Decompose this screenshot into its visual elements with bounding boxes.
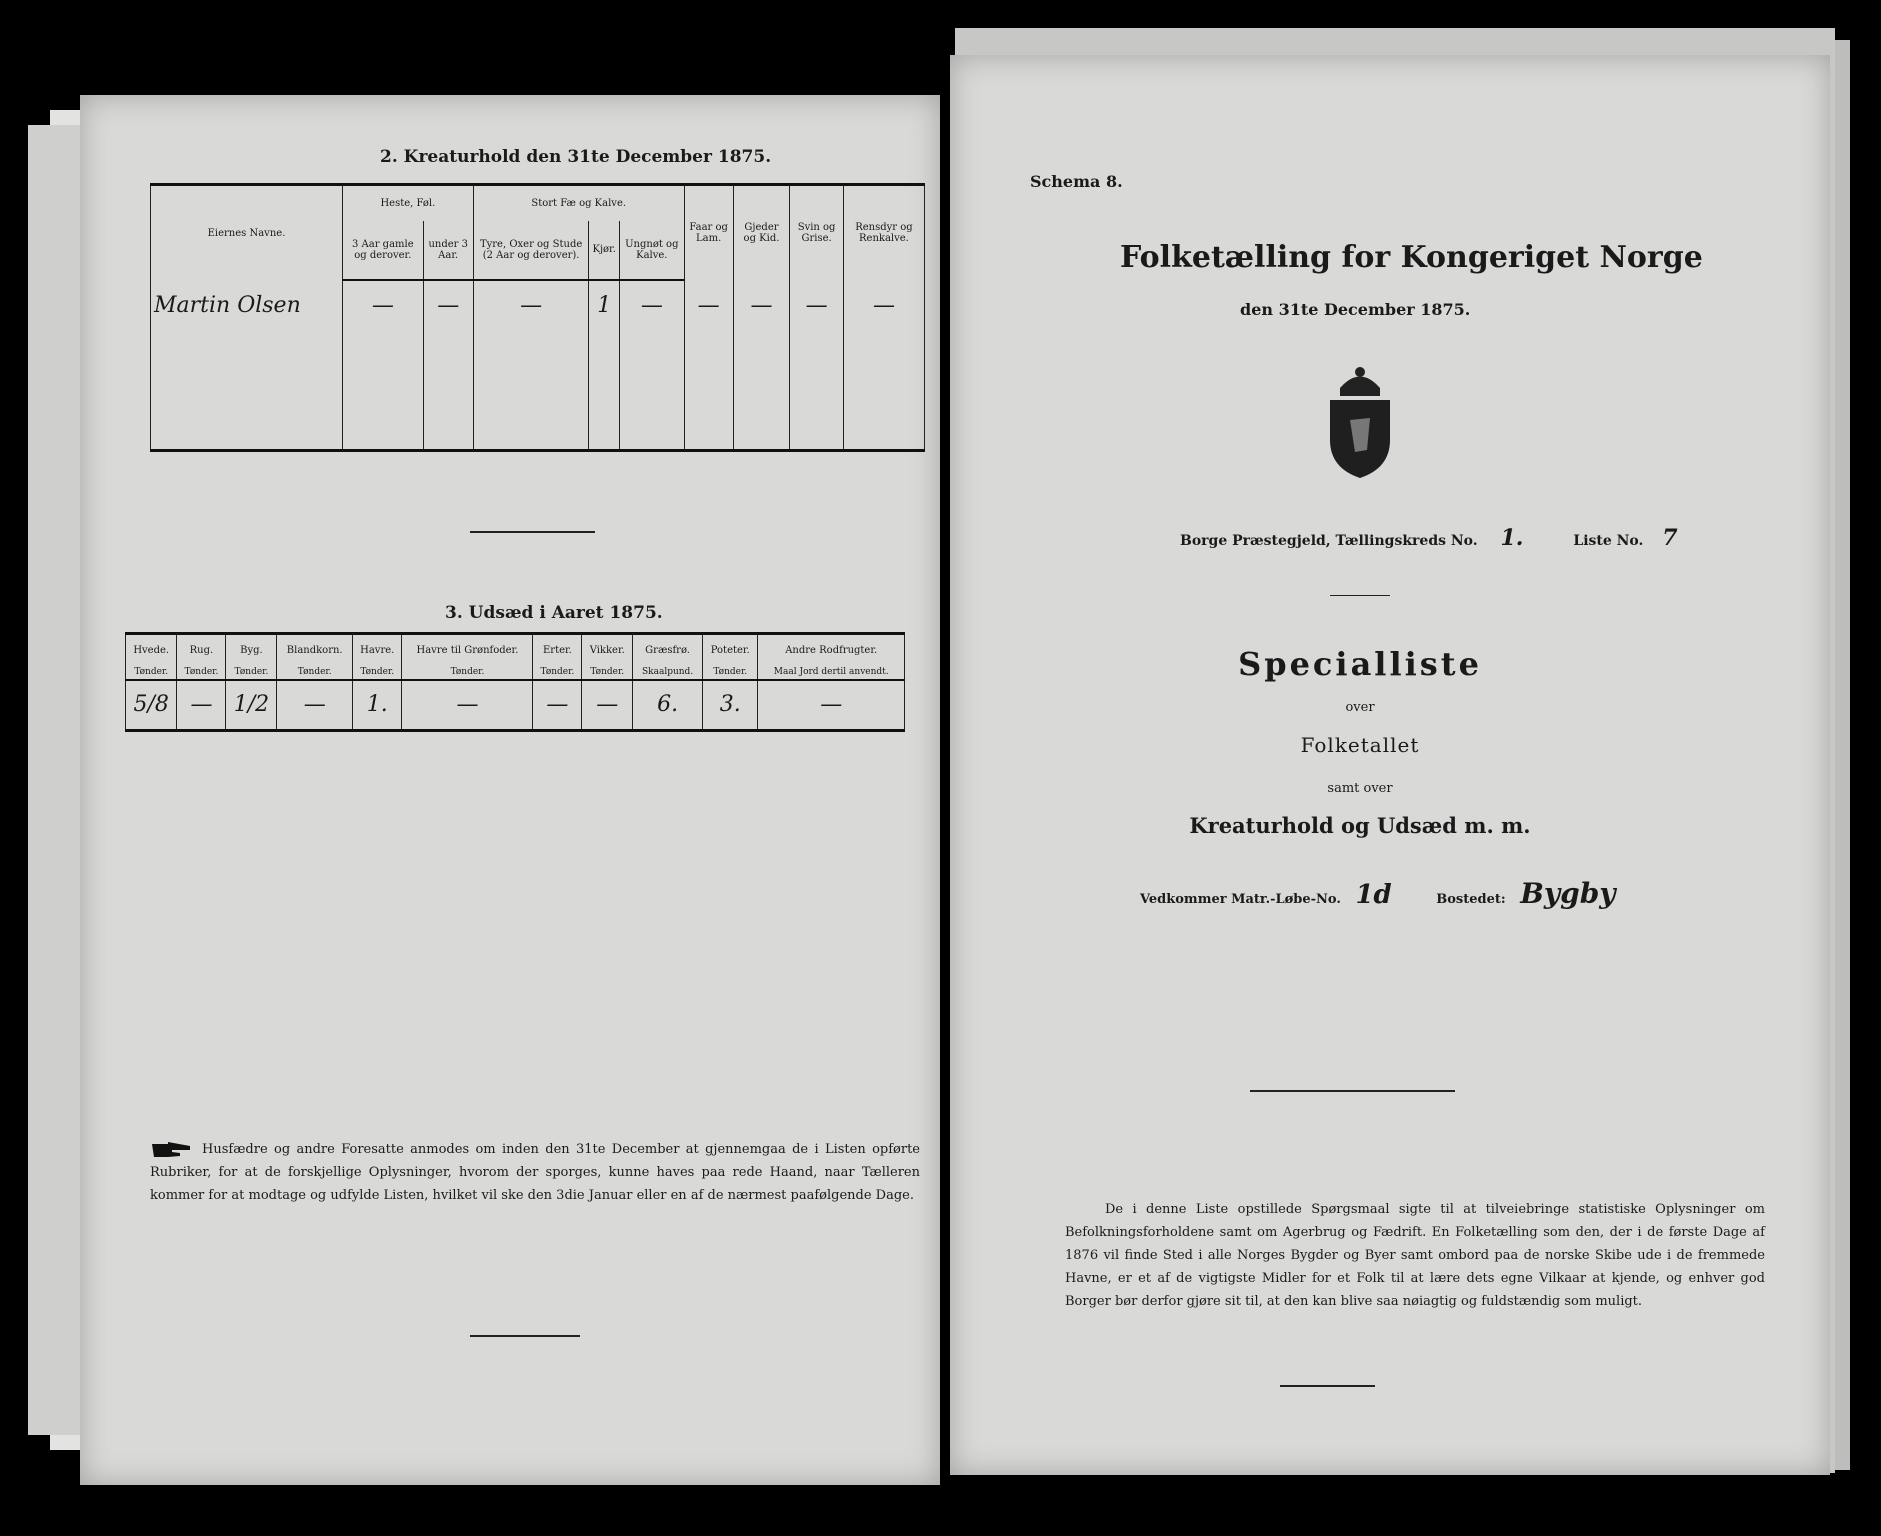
seed-unit: Tønder. — [277, 665, 353, 680]
divider — [1280, 1385, 1375, 1387]
seed-header: Havre. — [352, 634, 402, 666]
bosted-label: Bostedet: — [1436, 892, 1506, 907]
matr-label: Vedkommer Matr.-Løbe-No. — [1140, 892, 1341, 907]
left-page — [80, 95, 940, 1485]
seed-value: — — [177, 680, 226, 730]
schema-label: Schema 8. — [1030, 172, 1123, 191]
seed-unit: Tønder. — [352, 665, 402, 680]
cell: — — [343, 280, 424, 330]
intro-paragraph: De i denne Liste opstillede Spørgsmaal sigte til at tilveiebringe statistiske Oplysninger om Befolkningsforholdene samt om Agerbrug og Fædrift. En Folketælling som den, der i de første Dage af 1876 vil finde Sted i alle Norges Bygder og Byer samt ombord paa de norske Skibe ude i de fremmede Havne, er et af de vigtigste Midler for et Folk til at lære dets egne Vilkaar at kjende, og enhver god Borger bør derfor gjøre sit til, at den kan blive saa nøiagtig og fuldstændig som muligt. — [1065, 1202, 1765, 1309]
seed-table — [125, 632, 905, 732]
table-row — [151, 330, 925, 370]
seed-header: Hvede. — [126, 634, 177, 666]
seed-value: 1. — [352, 680, 402, 730]
census-date: den 31te December 1875. — [1240, 300, 1471, 319]
seed-value: — — [582, 680, 633, 730]
seed-unit: Tønder. — [126, 665, 177, 680]
cell: — — [733, 280, 790, 330]
goats-header: Gjeder og Kid. — [733, 185, 790, 281]
divider — [1250, 1090, 1455, 1092]
seed-unit: Maal Jord dertil anvendt. — [758, 665, 905, 680]
cattle-header: Stort Fæ og Kalve. — [473, 185, 684, 221]
table-row — [151, 410, 925, 450]
cell: — — [619, 280, 684, 330]
cell: — — [423, 280, 473, 330]
seed-header: Græsfrø. — [633, 634, 703, 666]
oxen-header: Tyre, Oxer og Stude (2 Aar og derover). — [473, 221, 589, 280]
kreatur-text: Kreaturhold og Udsæd m. m. — [1189, 813, 1531, 838]
divider — [470, 531, 595, 533]
notice — [150, 1138, 920, 1207]
table-row — [151, 280, 925, 330]
seed-unit: Tønder. — [402, 665, 533, 680]
folketallet-text: Folketallet — [1300, 733, 1420, 757]
parish-label: Borge Præstegjeld, Tællingskreds No. — [1180, 533, 1478, 549]
seed-unit: Tønder. — [226, 665, 277, 680]
seed-unit: Tønder. — [582, 665, 633, 680]
matr-no: 1d — [1355, 880, 1392, 910]
divider — [1330, 595, 1390, 596]
cell: — — [473, 280, 589, 330]
seed-value: 3. — [703, 680, 758, 730]
over-text: over — [1345, 700, 1375, 715]
young-cattle-header: Ungnøt og Kalve. — [619, 221, 684, 280]
divider — [470, 1335, 580, 1337]
samt-over-text: samt over — [1327, 781, 1393, 796]
seed-header: Byg. — [226, 634, 277, 666]
seed-unit: Skaalpund. — [633, 665, 703, 680]
seed-header: Blandkorn. — [277, 634, 353, 666]
list-label: Liste No. — [1573, 533, 1644, 549]
seed-unit: Tønder. — [533, 665, 582, 680]
seed-header: Erter. — [533, 634, 582, 666]
sheep-header: Faar og Lam. — [684, 185, 733, 281]
seed-value: 5/8 — [126, 680, 177, 730]
seed-value: — — [277, 680, 353, 730]
seed-value: — — [533, 680, 582, 730]
main-title: Folketælling for Kongeriget Norge — [1120, 240, 1703, 275]
owner-header: Eiernes Navne. — [151, 185, 343, 281]
livestock-table — [150, 183, 925, 452]
seed-header: Rug. — [177, 634, 226, 666]
seed-unit: Tønder. — [177, 665, 226, 680]
page-edge — [28, 125, 83, 1435]
reindeer-header: Rensdyr og Renkalve. — [843, 185, 924, 281]
bosted-value: Bygby — [1520, 877, 1616, 910]
district-no: 1. — [1500, 525, 1524, 551]
special-title: Specialliste — [1238, 645, 1482, 683]
right-page — [950, 55, 1830, 1475]
seed-value: — — [758, 680, 905, 730]
cell: — — [684, 280, 733, 330]
seed-value: 1/2 — [226, 680, 277, 730]
seed-value: — — [402, 680, 533, 730]
coat-of-arms-icon — [1315, 355, 1405, 485]
cell: — — [843, 280, 924, 330]
notice-text: Husfædre og andre Foresatte anmodes om inden den 31te December at gjennemgaa de i Listen opførte Rubriker, for at de forskjellige Oplysninger, hvorom der sporges, kunne haves paa rede Haand, naar Tælleren kommer for at modtage og udfylde Listen, hvilket vil ske den 3die Januar eller en af de nærmest paafølgende Dage. — [150, 1142, 920, 1203]
seed-value: 6. — [633, 680, 703, 730]
seed-header: Vikker. — [582, 634, 633, 666]
pointing-hand-icon — [150, 1140, 194, 1160]
pigs-header: Svin og Grise. — [790, 185, 844, 281]
horses-header: Heste, Føl. — [343, 185, 474, 221]
matr-line — [1140, 877, 1616, 910]
seed-unit: Tønder. — [703, 665, 758, 680]
list-no: 7 — [1662, 525, 1678, 551]
cows-header: Kjør. — [589, 221, 619, 280]
table-row — [151, 370, 925, 410]
owner-cell: Martin Olsen — [151, 280, 343, 330]
section3-title: 3. Udsæd i Aaret 1875. — [445, 603, 663, 623]
parish-line — [1180, 525, 1678, 551]
section2-title: 2. Kreaturhold den 31te December 1875. — [380, 147, 772, 167]
seed-header: Havre til Grønfoder. — [402, 634, 533, 666]
cell: 1 — [589, 280, 619, 330]
cell: — — [790, 280, 844, 330]
table-row — [126, 680, 905, 730]
seed-header: Andre Rodfrugter. — [758, 634, 905, 666]
seed-header: Poteter. — [703, 634, 758, 666]
seed-name-row — [126, 634, 905, 666]
horses-old-header: 3 Aar gamle og derover. — [343, 221, 424, 280]
seed-unit-row — [126, 665, 905, 680]
horses-young-header: under 3 Aar. — [423, 221, 473, 280]
